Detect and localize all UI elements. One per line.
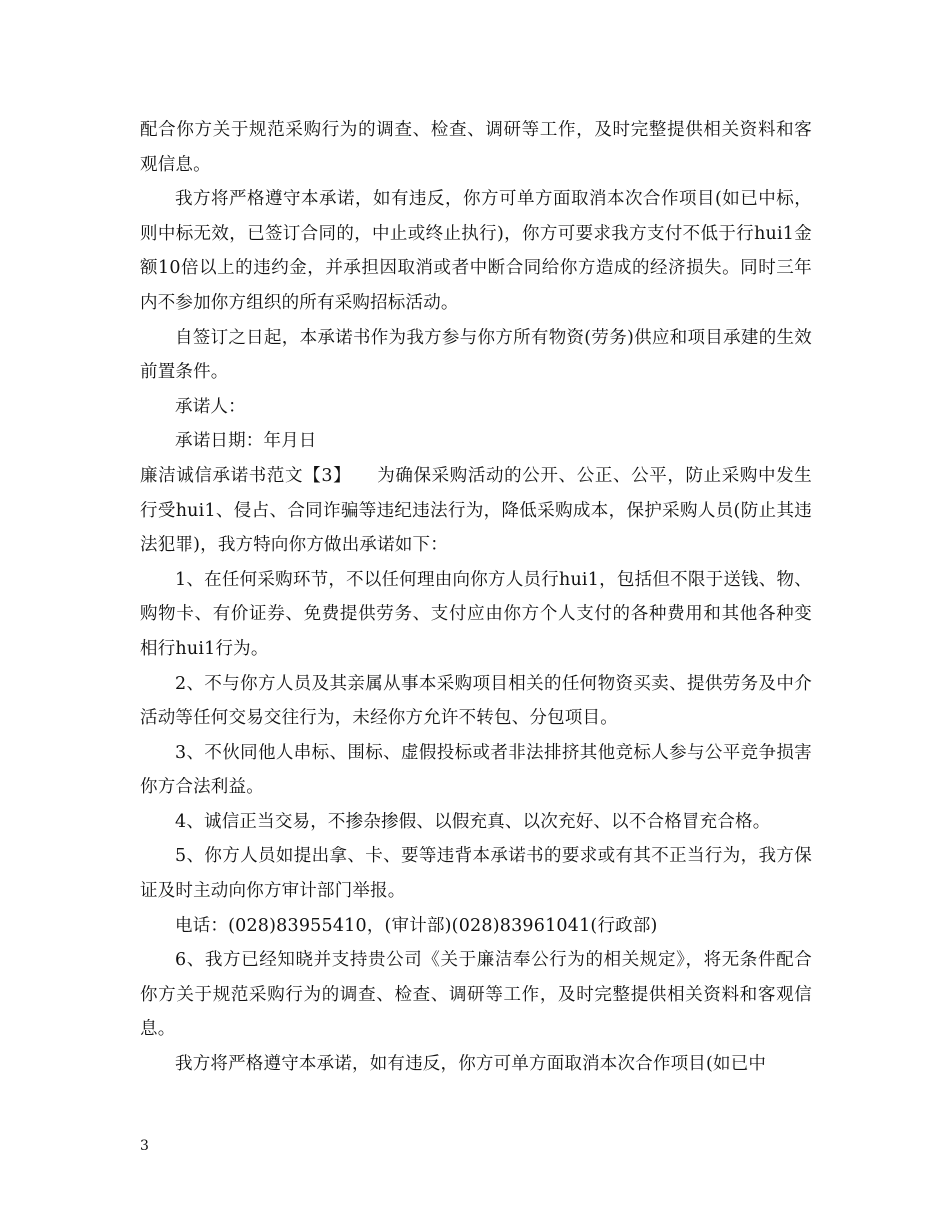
commitment-item-5: 5、你方人员如提出拿、卡、要等违背本承诺书的要求或有其不正当行为，我方保证及时主动向你方审计部门举报。 — [140, 846, 812, 902]
section-3-intro: 为确保采购活动的公开、公正、公平，防止采购中发生行受hui1、侵占、合同诈骗等违纪违法行为，降低采购成本，保护采购人员(防止其违法犯罪)，我方特向你方做出承诺如下： — [140, 465, 812, 556]
signatory-line: 承诺人： — [175, 396, 246, 417]
paragraph-continuation: 配合你方关于规范采购行为的调查、检查、调研等工作，及时完整提供相关资料和客观信息。 — [140, 120, 812, 175]
paragraph-effective-date: 自签订之日起，本承诺书作为我方参与你方所有物资(劳务)供应和项目承建的生效前置条件。 — [140, 327, 812, 383]
commitment-item-1: 1、在任何采购环节，不以任何理由向你方人员行hui1，包括但不限于送钱、物、购物卡、有价证券、免费提供劳务、支付应由你方个人支付的各种费用和其他各种变相行hui1行为。 — [140, 569, 812, 659]
commitment-item-2: 2、不与你方人员及其亲属从事本采购项目相关的任何物资买卖、提供劳务及中介活动等任何交易交往行为，未经你方允许不转包、分包项目。 — [140, 673, 812, 729]
document-body — [140, 113, 812, 1082]
paragraph-breach-terms-repeat: 我方将严格遵守本承诺，如有违反，你方可单方面取消本次合作项目(如已中 — [175, 1054, 767, 1075]
paragraph-breach-terms: 我方将严格遵守本承诺，如有违反，你方可单方面取消本次合作项目(如已中标，则中标无效，已签订合同的，中止或终止执行)，你方可要求我方支付不低于行hui1金额10倍以上的违约金，并承担因取消或者中断合同给你方造成的经济损失。同时三年内不参加你方组织的所有采购招标活动。 — [140, 189, 812, 313]
commitment-item-3: 3、不伙同他人串标、围标、虚假投标或者非法排挤其他竞标人参与公平竞争损害你方合法利益。 — [140, 742, 812, 798]
commitment-item-6: 6、我方已经知晓并支持贵公司《关于廉洁奉公行为的相关规定》，将无条件配合你方关于规范采购行为的调查、检查、调研等工作，及时完整提供相关资料和客观信息。 — [140, 950, 812, 1040]
page-number: 3 — [140, 1138, 149, 1154]
section-3-heading: 廉洁诚信承诺书范文【3】 — [140, 465, 352, 486]
contact-phone-line: 电话：(028)83955410，(审计部)(028)83961041(行政部) — [175, 915, 658, 936]
section-3-intro-paragraph — [140, 459, 812, 563]
commitment-item-4: 4、诚信正当交易，不掺杂掺假、以假充真、以次充好、以不合格冒充合格。 — [175, 811, 771, 832]
date-line: 承诺日期：年月日 — [175, 431, 317, 452]
